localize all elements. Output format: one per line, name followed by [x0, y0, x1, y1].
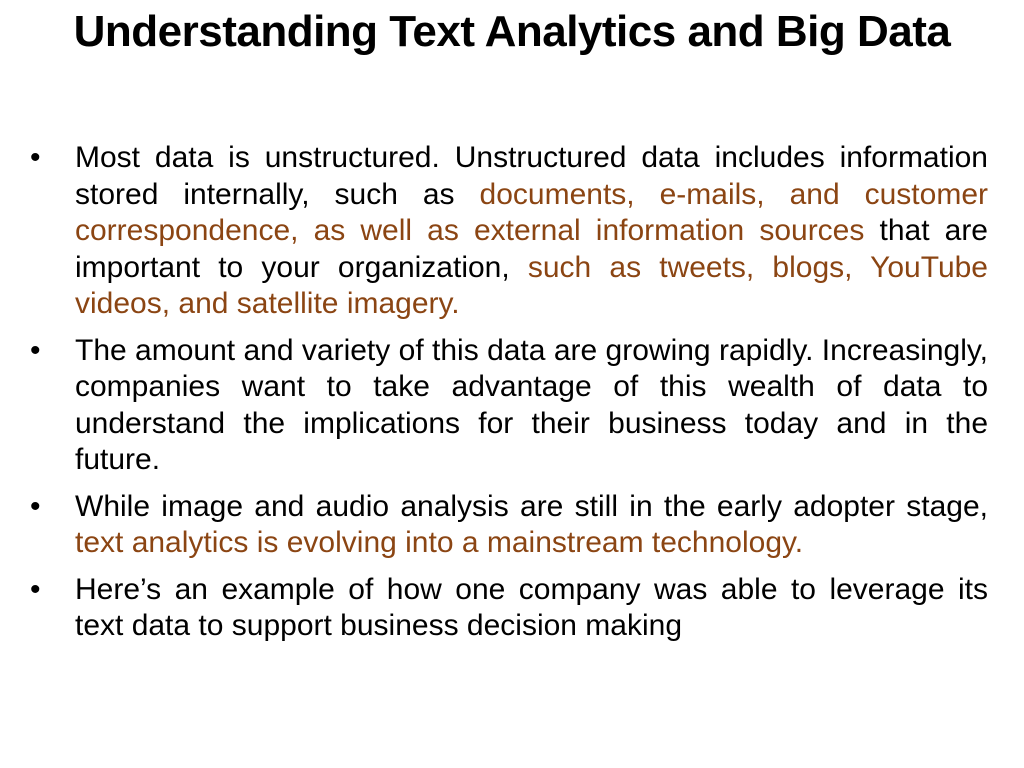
bullet-dot-icon: •: [30, 141, 41, 174]
bullet-text: Most data is unstructured. Unstructured data includes information stored internally, such as: [75, 141, 988, 211]
highlighted-text: documents, e-mails, and customer correspondence, as well as external information sources: [75, 177, 988, 247]
bullet-text: that are important to your organization,: [75, 214, 988, 284]
bullet-text: While image and audio analysis are still in the early adopter stage,: [75, 489, 988, 523]
bullet-dot-icon: •: [30, 489, 41, 523]
bullet-item-unstructured-data: [30, 140, 988, 323]
highlighted-text: such as tweets, blogs, YouTube videos, and satellite imagery.: [75, 250, 988, 320]
bullet-dot-icon: •: [30, 333, 41, 367]
bullet-list: [30, 140, 988, 655]
bullet-item-example: [30, 572, 988, 645]
bullet-item-text-analytics: [30, 489, 988, 562]
bullet-item-data-growth: [30, 333, 988, 479]
slide-title: Understanding Text Analytics and Big Data: [73, 7, 951, 56]
bullet-dot-icon: •: [30, 572, 41, 606]
bullet-text: The amount and variety of this data are growing rapidly. Increasingly, companies want to take advantage of this wealth of data to understand the implications for their business today and in the future.: [75, 333, 988, 476]
highlighted-text: text analytics is evolving into a mainstream technology.: [75, 526, 804, 559]
bullet-text: Here’s an example of how one company was able to leverage its text data to support business decision making: [75, 572, 988, 642]
